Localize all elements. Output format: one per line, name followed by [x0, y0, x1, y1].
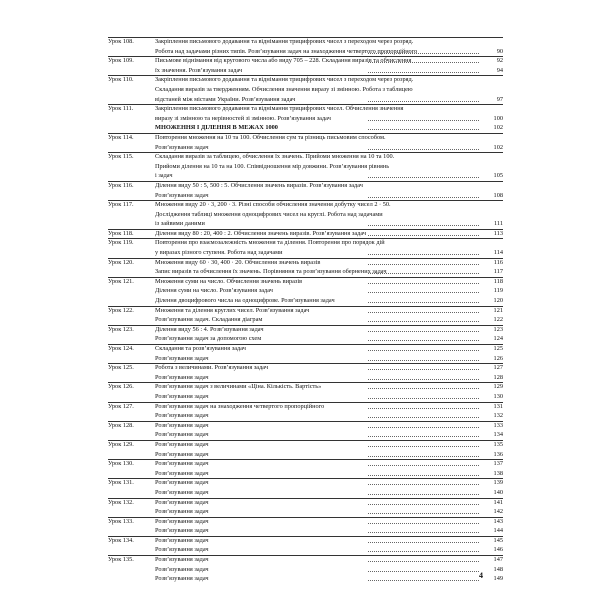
page-ref: 148 [493, 565, 503, 573]
toc-row [108, 469, 503, 479]
toc-row [108, 334, 503, 344]
lesson-title: Робота над задачами різних типів. Розв’язування задач на знаходження четвертого пропорційного [155, 47, 418, 55]
toc-row [108, 238, 503, 248]
lesson-number: Урок 118. [108, 229, 134, 237]
lesson-title: Розв’язування задач [155, 373, 209, 381]
lesson-title: Розв’язування задач [155, 536, 209, 544]
lesson-title: і задач [155, 172, 173, 180]
lesson-number: Урок 115. [108, 153, 134, 161]
toc-row [108, 286, 503, 296]
leader-dots [368, 197, 479, 198]
toc-row [108, 498, 503, 508]
toc-row [108, 450, 503, 460]
toc-row [108, 152, 503, 162]
lesson-number: Урок 134. [108, 536, 134, 544]
lesson-number: Урок 132. [108, 498, 134, 506]
page-ref: 134 [493, 431, 503, 439]
lesson-title: Розв’язування задач [155, 450, 209, 458]
leader-dots [368, 388, 479, 389]
lesson-number: Урок 128. [108, 421, 134, 429]
lesson-title: Розв’язування задач [155, 565, 209, 573]
toc-row [108, 373, 503, 383]
lesson-title: Закріплення письмового додавання та віднімання трицифрових чисел з переходом через розряд. [155, 76, 414, 84]
leader-dots [368, 456, 479, 457]
toc-row [108, 411, 503, 421]
leader-dots [368, 523, 479, 524]
toc-row [108, 56, 503, 66]
leader-dots [368, 484, 479, 485]
page-ref: 119 [493, 287, 503, 295]
lesson-title: Ділення виду 50 : 5, 500 : 5. Обчислення значень виразів. Розв’язування задач [155, 181, 363, 189]
toc-row [108, 191, 503, 201]
lesson-title: Розв’язування задач [155, 412, 209, 420]
lesson-title: Множення та ділення круглих чисел. Розв’язування задач [155, 306, 310, 314]
leader-dots [368, 417, 479, 418]
leader-dots [368, 292, 479, 293]
leader-dots [368, 53, 479, 54]
lesson-title: Розв’язування задач [155, 440, 209, 448]
toc-row [108, 277, 503, 287]
leader-dots [368, 561, 479, 562]
leader-dots [368, 72, 479, 73]
leader-dots [368, 302, 479, 303]
leader-dots [368, 331, 479, 332]
leader-dots [368, 177, 479, 178]
toc-row [108, 37, 503, 47]
lesson-number: Урок 129. [108, 440, 134, 448]
lesson-title: Розв’язування задач [155, 143, 209, 151]
page-ref: 138 [493, 469, 503, 477]
lesson-number: Урок 135. [108, 556, 134, 564]
leader-dots [368, 475, 479, 476]
lesson-title: Розв’язування задач за допомогою схем [155, 335, 262, 343]
toc-row [108, 123, 503, 133]
toc-row [108, 104, 503, 114]
toc-row [108, 488, 503, 498]
toc-row [108, 66, 503, 76]
lesson-title: Повторення про взаємозалежність множення та ділення. Повторення про порядок дій [155, 239, 385, 247]
leader-dots [368, 360, 479, 361]
toc-row [108, 354, 503, 364]
toc-row [108, 133, 503, 143]
toc-row [108, 402, 503, 412]
leader-dots [368, 494, 479, 495]
leader-dots [368, 225, 479, 226]
lesson-number: Урок 122. [108, 306, 134, 314]
page-ref: 131 [493, 402, 503, 410]
toc-row [108, 507, 503, 517]
leader-dots [368, 350, 479, 351]
lesson-title: Розв’язування задач з величинами «Ціна. Кількість. Вартість» [155, 383, 322, 391]
page-ref: 97 [496, 95, 503, 103]
lesson-number: Урок 124. [108, 345, 134, 352]
leader-dots [368, 542, 479, 543]
lesson-number: Урок 130. [108, 460, 134, 468]
lesson-number: Урок 116. [108, 181, 134, 189]
page-ref: 117 [493, 268, 503, 276]
toc-row [108, 200, 503, 210]
page-ref: 144 [493, 527, 503, 535]
lesson-title: Повторення множення на 10 та 100. Обчислення сум та різниць письмовим способом. [155, 133, 386, 141]
leader-dots [368, 312, 479, 313]
lesson-number: Урок 117. [108, 201, 134, 209]
toc-row [108, 219, 503, 229]
lesson-title: Множення суми на число. Обчислення значень виразів [155, 277, 303, 285]
table-of-contents [108, 37, 503, 584]
page-ref: 105 [493, 172, 503, 180]
page-ref: 147 [493, 556, 503, 564]
toc-row [108, 296, 503, 306]
lesson-number: Урок 111. [108, 105, 134, 113]
leader-dots [368, 532, 479, 533]
lesson-number: Урок 110. [108, 76, 134, 84]
leader-dots [368, 235, 479, 236]
lesson-number: Урок 127. [108, 402, 134, 410]
page-ref: 125 [493, 345, 503, 352]
lesson-title: Множення виду 20 · 3, 200 · 3. Різні способи обчислення значення добутку чисел 2 · 50. [155, 201, 391, 209]
lesson-number: Урок 109. [108, 57, 134, 65]
page-ref: 102 [493, 143, 503, 151]
toc-row [108, 565, 503, 575]
leader-dots [368, 149, 479, 150]
toc-row [108, 315, 503, 325]
leader-dots [368, 398, 479, 399]
toc-row [108, 75, 503, 85]
page-ref: 136 [493, 450, 503, 458]
leader-dots [368, 513, 479, 514]
page-ref: 113 [493, 229, 503, 237]
toc-row [108, 421, 503, 431]
toc-row [108, 478, 503, 488]
lesson-title: Розв’язування задач [155, 488, 209, 496]
leader-dots [368, 283, 479, 284]
page-ref: 108 [493, 191, 503, 199]
toc-row [108, 517, 503, 527]
page-ref: 118 [493, 277, 503, 285]
toc-row [108, 363, 503, 373]
page-ref: 135 [493, 440, 503, 448]
lesson-title: Розв’язування задач [155, 431, 209, 439]
page-ref: 145 [493, 536, 503, 544]
leader-dots [368, 551, 479, 552]
toc-row [108, 162, 503, 172]
lesson-title: їх значення. Розв’язування задач [155, 66, 243, 74]
toc-row [108, 392, 503, 402]
page-ref: 149 [493, 575, 503, 583]
lesson-title: МНОЖЕННЯ І ДІЛЕННЯ В МЕЖАХ 1000 [155, 124, 278, 132]
toc-row [108, 459, 503, 469]
toc-row [108, 47, 503, 57]
lesson-number: Урок 114. [108, 133, 134, 141]
toc-row [108, 555, 503, 565]
lesson-title: Розв’язування задач [155, 556, 209, 564]
toc-row [108, 229, 503, 239]
lesson-number: Урок 120. [108, 258, 134, 266]
page-number: 4 [479, 571, 483, 580]
leader-dots [368, 101, 479, 102]
page-ref: 124 [493, 335, 503, 343]
toc-row [108, 526, 503, 536]
page-ref: 126 [493, 354, 503, 362]
lesson-title: Розв’язування задач [155, 469, 209, 477]
lesson-title: Розв’язування задач на знаходження четвертого пропорційного [155, 402, 325, 410]
toc-row [108, 210, 503, 220]
leader-dots [368, 321, 479, 322]
lesson-title: Письмове віднімання від кругового числа або виду 705 – 228. Складання виразів та обчислення [155, 57, 412, 65]
lesson-title: Розв’язування задач [155, 517, 209, 525]
lesson-title: Складання виразів за твердженням. Обчислення значення виразу зі змінною. Робота з таблицею [155, 85, 413, 93]
lesson-title: Розв’язування задач [155, 354, 209, 362]
lesson-title: Розв’язування задач [155, 421, 209, 429]
page-ref: 142 [493, 508, 503, 516]
toc-row [108, 95, 503, 105]
lesson-title: Ділення двоцифрового числа на одноцифрове. Розв’язування задач [155, 297, 335, 305]
page-ref: 94 [496, 66, 503, 74]
lesson-title: Розв’язування задач [155, 479, 209, 487]
leader-dots [368, 369, 479, 370]
page-ref: 141 [493, 498, 503, 506]
toc-row [108, 114, 503, 124]
lesson-title: Дослідження таблиці множення одноцифрових чисел на круглі. Робота над задачами [155, 210, 383, 218]
lesson-title: у виразах різного ступеня. Робота над задачами [155, 249, 283, 257]
page-ref: 132 [493, 412, 503, 420]
lesson-number: Урок 121. [108, 277, 134, 285]
leader-dots [368, 120, 479, 121]
lesson-title: Розв’язування задач [155, 191, 209, 199]
lesson-title: Розв’язування задач [155, 508, 209, 516]
page-ref: 111 [494, 220, 503, 228]
leader-dots [368, 504, 479, 505]
lesson-title: Закріплення письмового додавання та віднімання трицифрових чисел з переходом через розряд. [155, 38, 414, 45]
lesson-title: Складання виразів за таблицею, обчислення їх значень. Прийоми множення на 10 та 100. [155, 153, 395, 161]
toc-row [108, 325, 503, 335]
toc-row [108, 171, 503, 181]
toc-row [108, 430, 503, 440]
page-ref: 137 [493, 460, 503, 468]
leader-dots [368, 129, 479, 130]
page-ref: 120 [493, 297, 503, 305]
lesson-title: із зайвими даними [155, 220, 205, 228]
lesson-title: Розв’язування задач [155, 460, 209, 468]
page-ref: 146 [493, 546, 503, 554]
page-ref: 140 [493, 488, 503, 496]
lesson-title: Запис виразів та обчислення їх значень. Порівняння та розв’язування обернених задач [155, 268, 387, 276]
page-ref: 130 [493, 392, 503, 400]
leader-dots [368, 580, 479, 581]
toc-row [108, 143, 503, 153]
lesson-title: Робота з величинами. Розв’язування задач [155, 364, 269, 372]
page-ref: 102 [493, 124, 503, 132]
page-ref: 123 [493, 325, 503, 333]
page-ref: 121 [493, 306, 503, 314]
lesson-title: Множення виду 60 · 30, 400 · 20. Обчислення значень виразів [155, 258, 321, 266]
lesson-title: Ділення суми на число. Розв’язування задач [155, 287, 273, 295]
leader-dots [368, 264, 479, 265]
page-ref: 92 [496, 57, 503, 65]
page-ref: 143 [493, 517, 503, 525]
lesson-number: Урок 123. [108, 325, 134, 333]
toc-row [108, 536, 503, 546]
page-ref: 139 [493, 479, 503, 487]
lesson-title: Складання та розв’язування задач [155, 345, 246, 352]
leader-dots [368, 436, 479, 437]
toc-row [108, 306, 503, 316]
page-ref: 114 [493, 249, 503, 257]
lesson-title: виразу зі змінною та нерівностей зі змінною. Розв’язування задач [155, 114, 331, 122]
page-ref: 100 [493, 114, 503, 122]
toc-row [108, 574, 503, 584]
lesson-title: Прийоми ділення на 10 та на 100. Співвідношення мір довжини. Розв’язування рівнянь [155, 162, 390, 170]
lesson-number: Урок 108. [108, 38, 134, 45]
lesson-number: Урок 126. [108, 383, 134, 391]
toc-row [108, 440, 503, 450]
toc-row [108, 382, 503, 392]
lesson-number: Урок 133. [108, 517, 134, 525]
toc-row [108, 258, 503, 268]
page-ref: 127 [493, 364, 503, 372]
lesson-title: Розв’язування задач. Складання діаграм [155, 316, 263, 324]
lesson-title: Ділення виду 80 : 20, 400 : 2. Обчислення значень виразів. Розв’язування задач [155, 229, 367, 237]
lesson-number: Урок 125. [108, 364, 134, 372]
leader-dots [368, 427, 479, 428]
lesson-number: Урок 131. [108, 479, 134, 487]
leader-dots [368, 62, 479, 63]
lesson-title: Ділення виду 56 : 4. Розв’язування задач [155, 325, 264, 333]
toc-row [108, 267, 503, 277]
page-ref: 129 [493, 383, 503, 391]
leader-dots [368, 273, 479, 274]
page-ref: 116 [493, 258, 503, 266]
page-ref: 90 [496, 47, 503, 55]
lesson-title: Розв’язування задач [155, 527, 209, 535]
toc-row [108, 545, 503, 555]
lesson-title: відстаней між містами України. Розв’язування задач [155, 95, 296, 103]
toc-row [108, 344, 503, 354]
leader-dots [368, 571, 479, 572]
page-ref: 128 [493, 373, 503, 381]
lesson-title: Розв’язування задач [155, 546, 209, 554]
lesson-number: Урок 119. [108, 239, 134, 247]
lesson-title: Закріплення письмового додавання та віднімання трицифрових чисел. Обчислення значення [155, 105, 404, 113]
toc-row [108, 181, 503, 191]
page-ref: 133 [493, 421, 503, 429]
lesson-title: Розв’язування задач [155, 392, 209, 400]
leader-dots [368, 379, 479, 380]
lesson-title: Розв’язування задач [155, 575, 209, 583]
leader-dots [368, 408, 479, 409]
leader-dots [368, 465, 479, 466]
leader-dots [368, 254, 479, 255]
leader-dots [368, 340, 479, 341]
toc-row [108, 248, 503, 258]
page-ref: 122 [493, 316, 503, 324]
toc-row [108, 85, 503, 95]
lesson-title: Розв’язування задач [155, 498, 209, 506]
leader-dots [368, 446, 479, 447]
